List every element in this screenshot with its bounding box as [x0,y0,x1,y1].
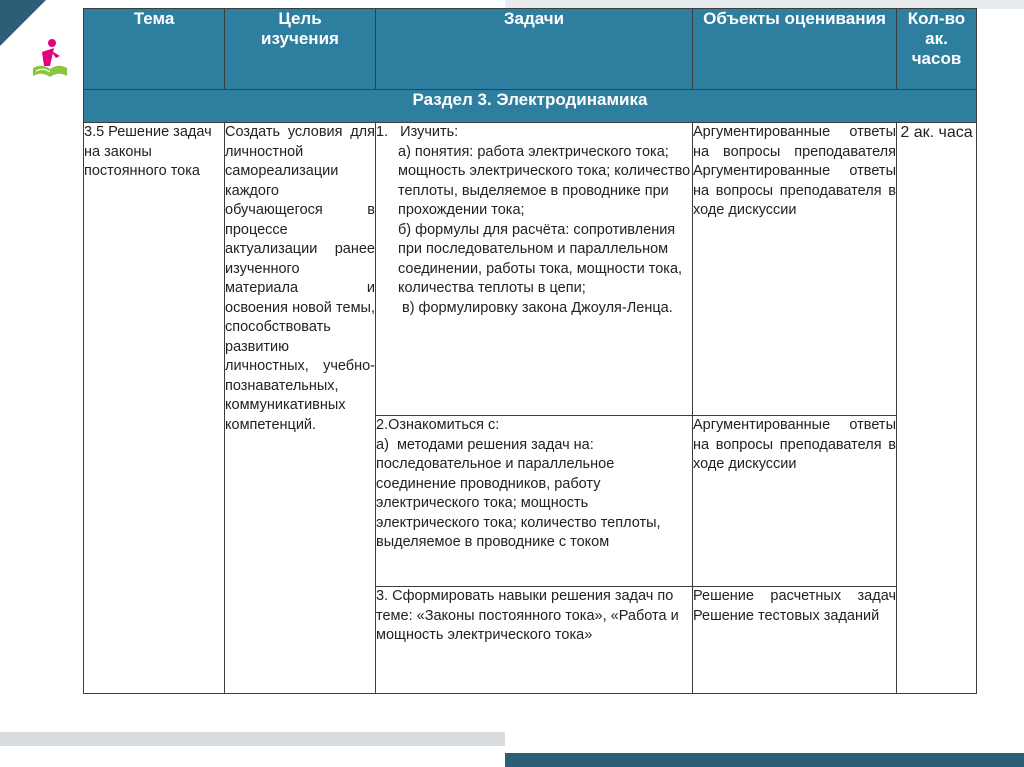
header-topic: Тема [84,9,225,90]
goal-cell: Создать условия для личностной самореализации каждого обучающегося в процессе актуализации ранее изученного материала и освоения новой темы, способствовать развитию личностных, учебно-познавательных, коммуникативных компетенций. [225,123,376,694]
objects-cell-1: Аргументированные ответы на вопросы преподавателя Аргументированные ответы на вопросы преподавателя в ходе дискуссии [693,123,897,416]
bottom-decor-bar-blue [505,753,1024,767]
header-hours: Кол-во ак. часов [897,9,977,90]
task-1-item-b: б) формулы для расчёта: сопротивления при последовательном и параллельном соединении, работы тока, мощности тока, количества теплоты в цепи; [398,221,683,296]
task-cell-2 [376,416,693,587]
hours-cell: 2 ак. часа [897,123,977,694]
section-title: Раздел 3. Электродинамика [84,90,977,123]
header-goal: Цель изучения [225,9,376,90]
task-1-item-c: в) формулировку закона Джоуля-Ленца. [402,299,673,316]
bottom-decor-bar-gray [0,732,505,746]
objects-cell-3: Решение расчетных задач Решение тестовых заданий [693,587,897,694]
header-objects: Объекты оценивания [693,9,897,90]
task-1-heading: 1. Изучить: [376,124,459,140]
task-cell-3 [376,587,693,694]
lesson-plan-table [83,8,977,694]
objects-cell-2: Аргументированные ответы на вопросы преподавателя в ходе дискуссии [693,416,897,587]
table-header-row [84,9,977,90]
task-2-heading: 2.Ознакомиться с: [376,417,500,433]
task-cell-1 [376,123,693,416]
header-tasks: Задачи [376,9,693,90]
logo-icon [30,38,70,82]
task-1-item-a: а) понятия: работа электрического тока; мощность электрического тока; количество теплоты, выделяемое в проводнике при прохождении тока; [398,143,691,218]
section-row [84,90,977,123]
table-row [84,123,977,416]
task-3-text: 3. Сформировать навыки решения задач по теме: «Законы постоянного тока», «Работа и мощность электрического тока» [376,588,679,643]
topic-cell: 3.5 Решение задач на законы постоянного тока [84,123,225,694]
task-2-item-a: а) методами решения задач на: последовательное и параллельное соединение проводников, работу электрического тока; мощность электрического тока; количество теплоты, выделяемое в проводнике с током [376,436,665,550]
